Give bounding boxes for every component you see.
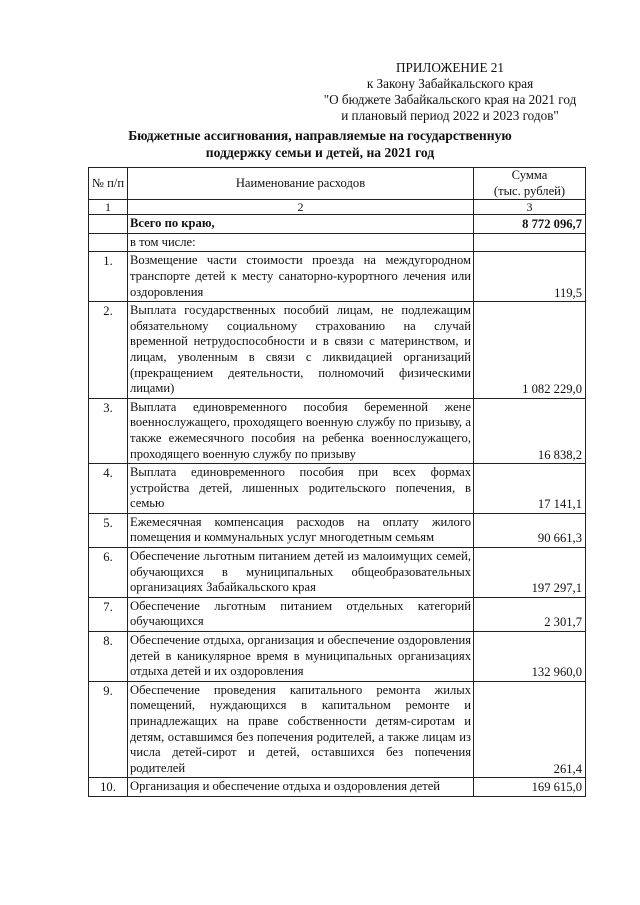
appendix-line-2: "О бюджете Забайкальского края на 2021 год	[323, 92, 577, 107]
appendix-line-1: к Закону Забайкальского края	[366, 76, 534, 91]
total-row	[89, 215, 586, 234]
table-row	[89, 548, 586, 598]
row-value: 17 141,1	[474, 464, 586, 514]
row-value: 132 960,0	[474, 632, 586, 682]
row-number: 1.	[89, 252, 128, 302]
table-row	[89, 464, 586, 514]
row-name: Возмещение части стоимости проезда на междугородном транспорте детей к месту санаторно-курортного лечения или оздоровления	[128, 252, 474, 302]
row-value: 119,5	[474, 252, 586, 302]
including-label: в том числе:	[128, 233, 474, 252]
table-row	[89, 252, 586, 302]
table-row	[89, 778, 586, 797]
row-name: Выплата государственных пособий лицам, не подлежащим обязательному социальному страхованию на случай временной нетрудоспособности и в связи с материнством, и лицам, уволенным в связи с ликвидацией организаций (прекращением деятельности, полномочий физическими лицами)	[128, 302, 474, 399]
row-value: 261,4	[474, 681, 586, 778]
column-number: 3	[474, 200, 586, 215]
row-number: 9.	[89, 681, 128, 778]
header-sum	[474, 168, 586, 200]
column-number: 1	[89, 200, 128, 215]
row-value: 1 082 229,0	[474, 302, 586, 399]
row-number: 7.	[89, 597, 128, 631]
appendix-header	[320, 60, 580, 124]
appendix-title: ПРИЛОЖЕНИЕ 21	[396, 60, 504, 75]
row-name: Выплата единовременного пособия при всех формах устройства детей, лишенных родительского попечения, в семью	[128, 464, 474, 514]
header-name: Наименование расходов	[128, 168, 474, 200]
table-row	[89, 513, 586, 547]
row-number: 3.	[89, 398, 128, 463]
including-num	[89, 233, 128, 252]
table-row	[89, 597, 586, 631]
total-label: Всего по краю,	[128, 215, 474, 234]
row-value: 90 661,3	[474, 513, 586, 547]
row-value: 197 297,1	[474, 548, 586, 598]
appendix-line-3: и плановый период 2022 и 2023 годов"	[341, 108, 559, 123]
including-row	[89, 233, 586, 252]
row-name: Обеспечение льготным питанием детей из малоимущих семей, обучающихся в муниципальных общеобразовательных организациях Забайкальского края	[128, 548, 474, 598]
column-number: 2	[128, 200, 474, 215]
row-name: Ежемесячная компенсация расходов на оплату жилого помещения и коммунальных услуг многодетным семьям	[128, 513, 474, 547]
row-name: Обеспечение проведения капитального ремонта жилых помещений, нуждающихся в капитальном ремонте и принадлежащих на праве собственности детям-сиротам и детям, оставшимся без попечения родителей, а также лицам из числа детей-сирот и детей, оставшихся без попечения родителей	[128, 681, 474, 778]
total-value: 8 772 096,7	[474, 215, 586, 234]
row-number: 2.	[89, 302, 128, 399]
header-num: № п/п	[89, 168, 128, 200]
header-sum-line-2: (тыс. рублей)	[493, 183, 566, 198]
title-line-1: Бюджетные ассигнования, направляемые на государственную	[128, 128, 512, 143]
document-title	[0, 127, 640, 161]
row-number: 4.	[89, 464, 128, 514]
row-value: 16 838,2	[474, 398, 586, 463]
total-num	[89, 215, 128, 234]
table-row	[89, 681, 586, 778]
table-row	[89, 302, 586, 399]
table-header-row	[89, 168, 586, 200]
column-number-row	[89, 200, 586, 215]
title-line-2: поддержку семьи и детей, на 2021 год	[205, 145, 435, 160]
row-value: 169 615,0	[474, 778, 586, 797]
table-row	[89, 398, 586, 463]
row-number: 8.	[89, 632, 128, 682]
row-number: 5.	[89, 513, 128, 547]
header-sum-line-1: Сумма	[511, 168, 548, 182]
row-number: 10.	[89, 778, 128, 797]
row-number: 6.	[89, 548, 128, 598]
row-name: Обеспечение льготным питанием отдельных категорий обучающихся	[128, 597, 474, 631]
row-value: 2 301,7	[474, 597, 586, 631]
row-name: Обеспечение отдыха, организация и обеспечение оздоровления детей в каникулярное время в муниципальных организациях отдыха детей и их оздоровления	[128, 632, 474, 682]
budget-table	[88, 167, 586, 797]
row-name: Организация и обеспечение отдыха и оздоровления детей	[128, 778, 474, 797]
row-name: Выплата единовременного пособия беременной жене военнослужащего, проходящего военную службу по призыву, а также ежемесячного пособия на ребенка военнослужащего, проходящего военную службу по призыву	[128, 398, 474, 463]
including-value	[474, 233, 586, 252]
table-row	[89, 632, 586, 682]
